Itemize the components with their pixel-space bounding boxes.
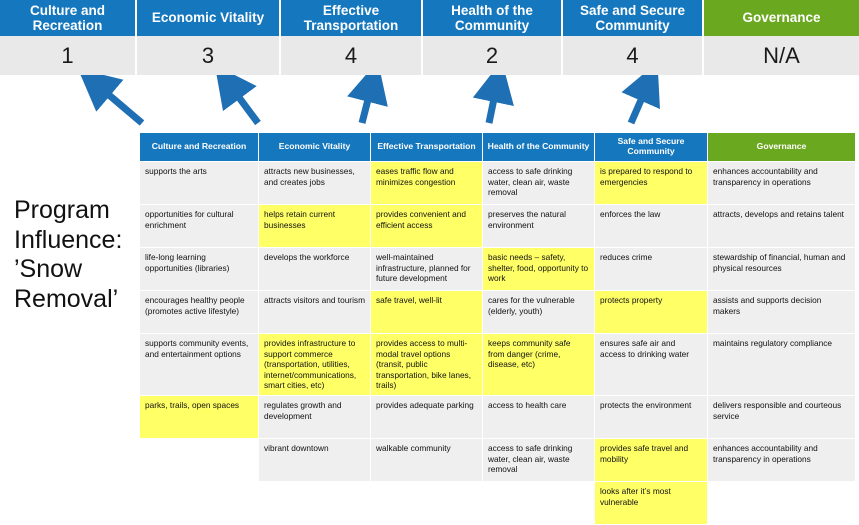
table-row [140,162,856,205]
score-health-of-the-community: 2 [423,36,563,75]
matrix-cell [140,439,259,482]
matrix-cell [483,482,595,525]
pillar-header-safe-and-secure-community [563,0,704,36]
matrix-header-economic-vitality: Economic Vitality [259,133,371,162]
matrix-cell [259,482,371,525]
arrow-group [0,75,859,133]
table-row [140,439,856,482]
table-row [140,205,856,248]
matrix-cell: access to health care [483,396,595,439]
matrix-cell: attracts new businesses, and creates jobs [259,162,371,205]
arrow-up-icon [362,84,372,123]
matrix-cell [708,482,856,525]
arrow-up-icon [631,84,648,123]
matrix-cell: develops the workforce [259,248,371,291]
matrix-cell: ensures safe air and access to drinking water [595,334,708,396]
table-row [140,248,856,291]
matrix-cell [371,482,483,525]
score-row [0,36,859,75]
score-effective-transportation: 4 [281,36,423,75]
matrix-cell: attracts visitors and tourism [259,291,371,334]
arrow-up-icon [489,84,497,123]
matrix-cell: supports community events, and entertainment options [140,334,259,396]
matrix-cell: parks, trails, open spaces [140,396,259,439]
matrix-cell: eases traffic flow and minimizes congestion [371,162,483,205]
score-economic-vitality: 3 [137,36,281,75]
matrix-cell: regulates growth and development [259,396,371,439]
matrix-cell: enhances accountability and transparency in operations [708,162,856,205]
matrix-cell: delivers responsible and courteous service [708,396,856,439]
matrix-cell: helps retain current businesses [259,205,371,248]
matrix-cell: safe travel, well-lit [371,291,483,334]
matrix-cell: keeps community safe from danger (crime, disease, etc) [483,334,595,396]
matrix-cell: enforces the law [595,205,708,248]
matrix-cell: maintains regulatory compliance [708,334,856,396]
score-safe-and-secure-community: 4 [563,36,704,75]
pillar-header-label: Culture and Recreation [29,2,105,33]
table-row [140,291,856,334]
matrix-header-safe-and-secure-community: Safe and Secure Community [595,133,708,162]
table-row [140,334,856,396]
matrix-cell: is prepared to respond to emergencies [595,162,708,205]
pillar-header-governance [704,0,859,36]
matrix-cell: provides adequate parking [371,396,483,439]
matrix-cell: reduces crime [595,248,708,291]
matrix-cell: attracts, develops and retains talent [708,205,856,248]
matrix-cell: life-long learning opportunities (libraries) [140,248,259,291]
matrix-cell: protects the environment [595,396,708,439]
program-influence-caption: Program Influence: ’Snow Removal’ [14,196,123,313]
matrix-cell: enhances accountability and transparency in operations [708,439,856,482]
pillar-header-effective-transportation [281,0,423,36]
matrix-cell: encourages healthy people (promotes active lifestyle) [140,291,259,334]
matrix-cell: provides infrastructure to support commerce (transportation, utilities, internet/communications, smart cities, etc) [259,334,371,396]
matrix-cell: protects property [595,291,708,334]
matrix-cell: access to safe drinking water, clean air, waste removal [483,439,595,482]
matrix-cell: vibrant downtown [259,439,371,482]
matrix-cell: stewardship of financial, human and physical resources [708,248,856,291]
matrix-cell: walkable community [371,439,483,482]
matrix-cell: basic needs – safety, shelter, food, opportunity to work [483,248,595,291]
matrix-cell [140,482,259,525]
outcomes-matrix [139,132,856,525]
matrix-header-governance: Governance [708,133,856,162]
arrow-up-icon [229,84,258,123]
pillar-header-label: Economic Vitality [151,10,265,26]
pillar-header-label: Safe and Secure Community [579,2,686,33]
matrix-cell: assists and supports decision makers [708,291,856,334]
pillar-header-label: Governance [742,10,821,26]
table-row [140,396,856,439]
matrix-cell: provides access to multi-modal travel options (transit, public transportation, bike lanes, trails) [371,334,483,396]
matrix-cell: looks after it’s most vulnerable [595,482,708,525]
pillar-header-label: Effective Transportation [303,2,399,33]
matrix-cell: preserves the natural environment [483,205,595,248]
pillar-header-health-of-the-community [423,0,563,36]
table-row [140,482,856,525]
matrix-cell: well-maintained infrastructure, planned for future development [371,248,483,291]
score-governance: N/A [763,42,800,68]
pillar-header-culture-and-recreation [0,0,137,36]
matrix-header-effective-transportation: Effective Transportation [371,133,483,162]
matrix-cell: provides convenient and efficient access [371,205,483,248]
pillar-header-label: Health of the Community [451,2,533,33]
strategic-pillars-header [0,0,859,36]
matrix-cell: provides safe travel and mobility [595,439,708,482]
matrix-cell: access to safe drinking water, clean air, waste removal [483,162,595,205]
arrow-up-icon [96,84,142,123]
matrix-cell: supports the arts [140,162,259,205]
pillar-header-economic-vitality [137,0,281,36]
matrix-header-culture-and-recreation: Culture and Recreation [140,133,259,162]
score-culture-and-recreation: 1 [0,36,137,75]
matrix-cell: cares for the vulnerable (elderly, youth) [483,291,595,334]
matrix-header-health-of-the-community: Health of the Community [483,133,595,162]
matrix-header-row [140,133,856,162]
matrix-cell: opportunities for cultural enrichment [140,205,259,248]
